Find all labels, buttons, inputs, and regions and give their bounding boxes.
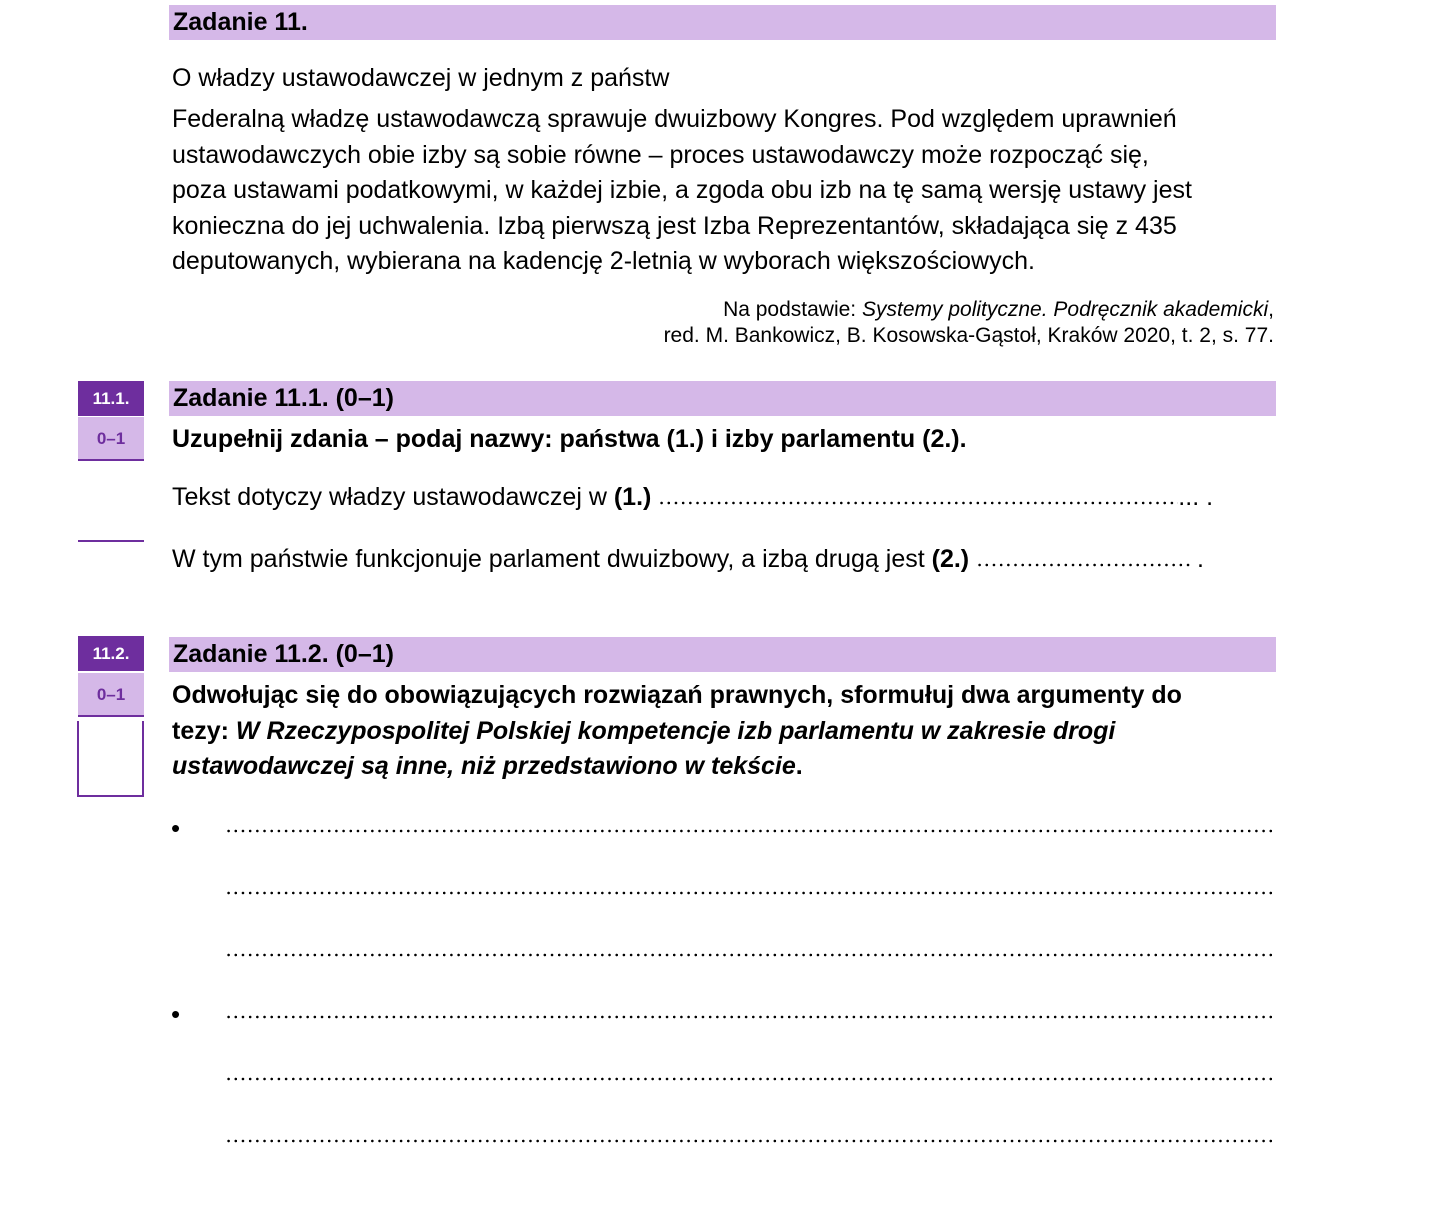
answer-line[interactable] [225,829,1275,833]
passage-text [172,102,1192,280]
answer-1-field[interactable] [658,501,1178,505]
bullet-1: • [171,813,181,843]
thesis-part-1: W Rzeczypospolitej Polskiej kompetencje izb parlamentu w zakresie drogi [235,716,1116,745]
task11-2-instruction [172,678,1182,785]
task11-1-header-bar [169,381,1276,416]
bullet-2: • [171,999,181,1029]
answer-line[interactable] [225,1015,1275,1019]
sentence-2-text: W tym państwie funkcjonuje parlament dwuizbowy, a izbą drugą jest [172,545,932,573]
sentence-2-marker: (2.) [931,545,970,573]
task11-2-header-bar [169,637,1276,672]
task11-1-number-tab: 11.1. [78,381,144,416]
passage-line: Federalną władzę ustawodawczą sprawuje dwuizbowy Kongres. Pod względem uprawnień [172,105,1177,133]
task11-header-bar [169,5,1276,40]
sentence-1-tail: ... . [1178,483,1214,511]
answer-2-field[interactable] [976,563,1190,567]
passage-line: deputowanych, wybierana na kadencję 2-letnią w wyborach większościowych. [172,247,1035,275]
instruction-line-2 [172,714,1182,750]
source-prefix: Na podstawie: [723,298,862,321]
instruction-line-1: Odwołując się do obowiązujących rozwiązań prawnych, sformułuj dwa argumenty do [172,681,1182,709]
task11-1-sentence-1 [172,480,1213,516]
task11-1-title: Zadanie 11.1. (0–1) [173,384,394,412]
source-line-1 [664,297,1274,323]
passage-line: ustawodawczych obie izby są sobie równe – proces ustawodawczy może rozpocząć się, [172,140,1149,169]
thesis-part-2: ustawodawczej są inne, niż przedstawiono w tekście [172,752,796,780]
task11-2-points-tab: 0–1 [78,673,144,717]
instruction-line-3 [172,749,1182,785]
sentence-1-marker: (1.) [613,483,652,511]
task11-2-title: Zadanie 11.2. (0–1) [173,640,394,668]
task11-1-sentence-2 [172,542,1204,578]
answer-line[interactable] [225,1077,1275,1081]
instruction-end: . [795,752,803,780]
source-line-2: red. M. Bankowicz, B. Kosowska-Gąstoł, Kraków 2020, t. 2, s. 77. [663,324,1274,347]
passage-title: O władzy ustawodawczej w jednym z państw [172,64,670,92]
passage-line: konieczna do jej uchwalenia. Izbą pierwszą jest Izba Reprezentantów, składająca się z 435 [172,211,1177,240]
answer-line[interactable] [225,891,1275,895]
answer-line[interactable] [225,953,1275,957]
task11-1-instruction: Uzupełnij zdania – podaj nazwy: państwa (1.) i izby parlamentu (2.). [172,425,967,453]
sentence-2-tail: . [1190,545,1204,573]
task11-1-score-field[interactable] [78,540,144,542]
source-book-title: Systemy polityczne. Podręcznik akademicki [861,298,1269,321]
task11-2-score-box[interactable] [77,721,144,797]
source-citation [664,297,1274,349]
task11-1-points-tab: 0–1 [78,417,144,461]
instruction-prefix: tezy: [172,716,236,745]
passage-line: poza ustawami podatkowymi, w każdej izbie, a zgoda obu izb na tę samą wersję ustawy jest [172,176,1192,204]
source-suffix: , [1268,298,1274,321]
task11-2-number-tab: 11.2. [78,636,144,671]
answer-line[interactable] [225,1139,1275,1143]
task11-title: Zadanie 11. [173,8,308,36]
sentence-1-text: Tekst dotyczy władzy ustawodawczej w [172,483,614,511]
